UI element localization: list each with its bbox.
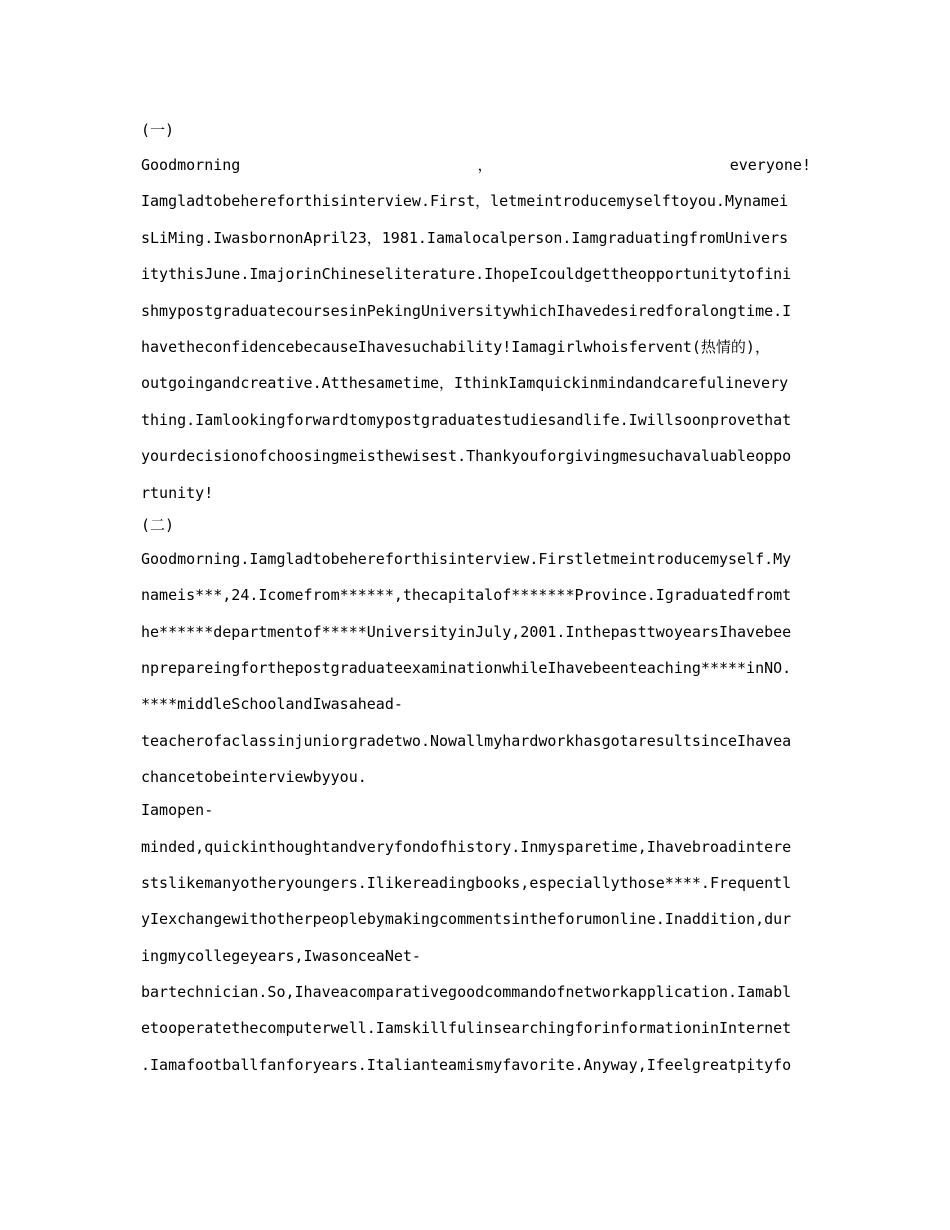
greeting-comma: ， [477, 156, 493, 174]
paragraph-line: Iamopen- [141, 801, 214, 819]
paragraph-line: ****middleSchoolandIwasahead- [141, 695, 403, 713]
section-1-greeting [141, 155, 811, 175]
greeting-right: everyone! [729, 156, 811, 174]
paragraph-line: bartechnician.So,Ihaveacomparativegoodcommandofnetworkapplication.Iamabl [141, 983, 792, 1001]
paragraph-line: teacherofaclassinjuniorgradetwo.NowallmyhardworkhasgotaresultsinceIhavea [141, 732, 792, 750]
greeting-left: Goodmorning [141, 156, 241, 174]
paragraph-line: nprepareingforthepostgraduateexaminationwhileIhavebeenteaching*****inNO. [141, 659, 792, 677]
paragraph-line: rtunity! [141, 484, 214, 502]
paragraph-line: yourdecisionofchoosingmeisthewisest.Thankyouforgivingmesuchavaluableoppo [141, 447, 792, 465]
paragraph-line: etooperatethecomputerwell.IamskillfulinsearchingforinformationinInternet [141, 1019, 792, 1037]
paragraph-line: havetheconfidencebecauseIhavesuchability!Iamagirlwhoisfervent(热情的)， [141, 338, 770, 356]
paragraph-line: minded,quickinthoughtandveryfondofhistory.Inmysparetime,Ihavebroadintere [141, 838, 792, 856]
paragraph-line: he******departmentof*****UniversityinJuly,2001.InthepasttwoyearsIhavebee [141, 623, 792, 641]
paragraph-line: chancetobeinterviewbyyou. [141, 768, 367, 786]
paragraph-line: stslikemanyotheryoungers.Ilikereadingbooks,especiallythose****.Frequentl [141, 874, 792, 892]
paragraph-line: outgoingandcreative.Atthesametime，IthinkIamquickinmindandcarefulinevery [141, 374, 789, 392]
section-2-heading: (二) [141, 516, 175, 534]
paragraph-line: ingmycollegeyears,IwasonceaNet- [141, 947, 421, 965]
section-1-heading: (一) [141, 121, 175, 139]
paragraph-line: Goodmorning.Iamgladtobehereforthisinterview.Firstletmeintroducemyself.My [141, 550, 792, 568]
paragraph-line: shmypostgraduatecoursesinPekingUniversitywhichIhavedesiredforalongtime.I [141, 302, 792, 320]
paragraph-line: .Iamafootballfanforyears.Italianteamismyfavorite.Anyway,Ifeelgreatpityfo [141, 1056, 792, 1074]
paragraph-line: Iamgladtobehereforthisinterview.First，letmeintroducemyselftoyou.Mynamei [141, 192, 789, 210]
paragraph-line: sLiMing.IwasbornonApril23，1981.Iamalocalperson.IamgraduatingfromUnivers [141, 229, 789, 247]
paragraph-line: thing.Iamlookingforwardtomypostgraduatestudiesandlife.Iwillsoonprovethat [141, 411, 792, 429]
paragraph-line: yIexchangewithotherpeoplebymakingcommentsintheforumonline.Inaddition,dur [141, 910, 792, 928]
paragraph-line: nameis***,24.Icomefrom******,thecapitalof*******Province.Igraduatedfromt [141, 586, 792, 604]
paragraph-line: itythisJune.ImajorinChineseliterature.IhopeIcouldgettheopportunitytofini [141, 265, 792, 283]
